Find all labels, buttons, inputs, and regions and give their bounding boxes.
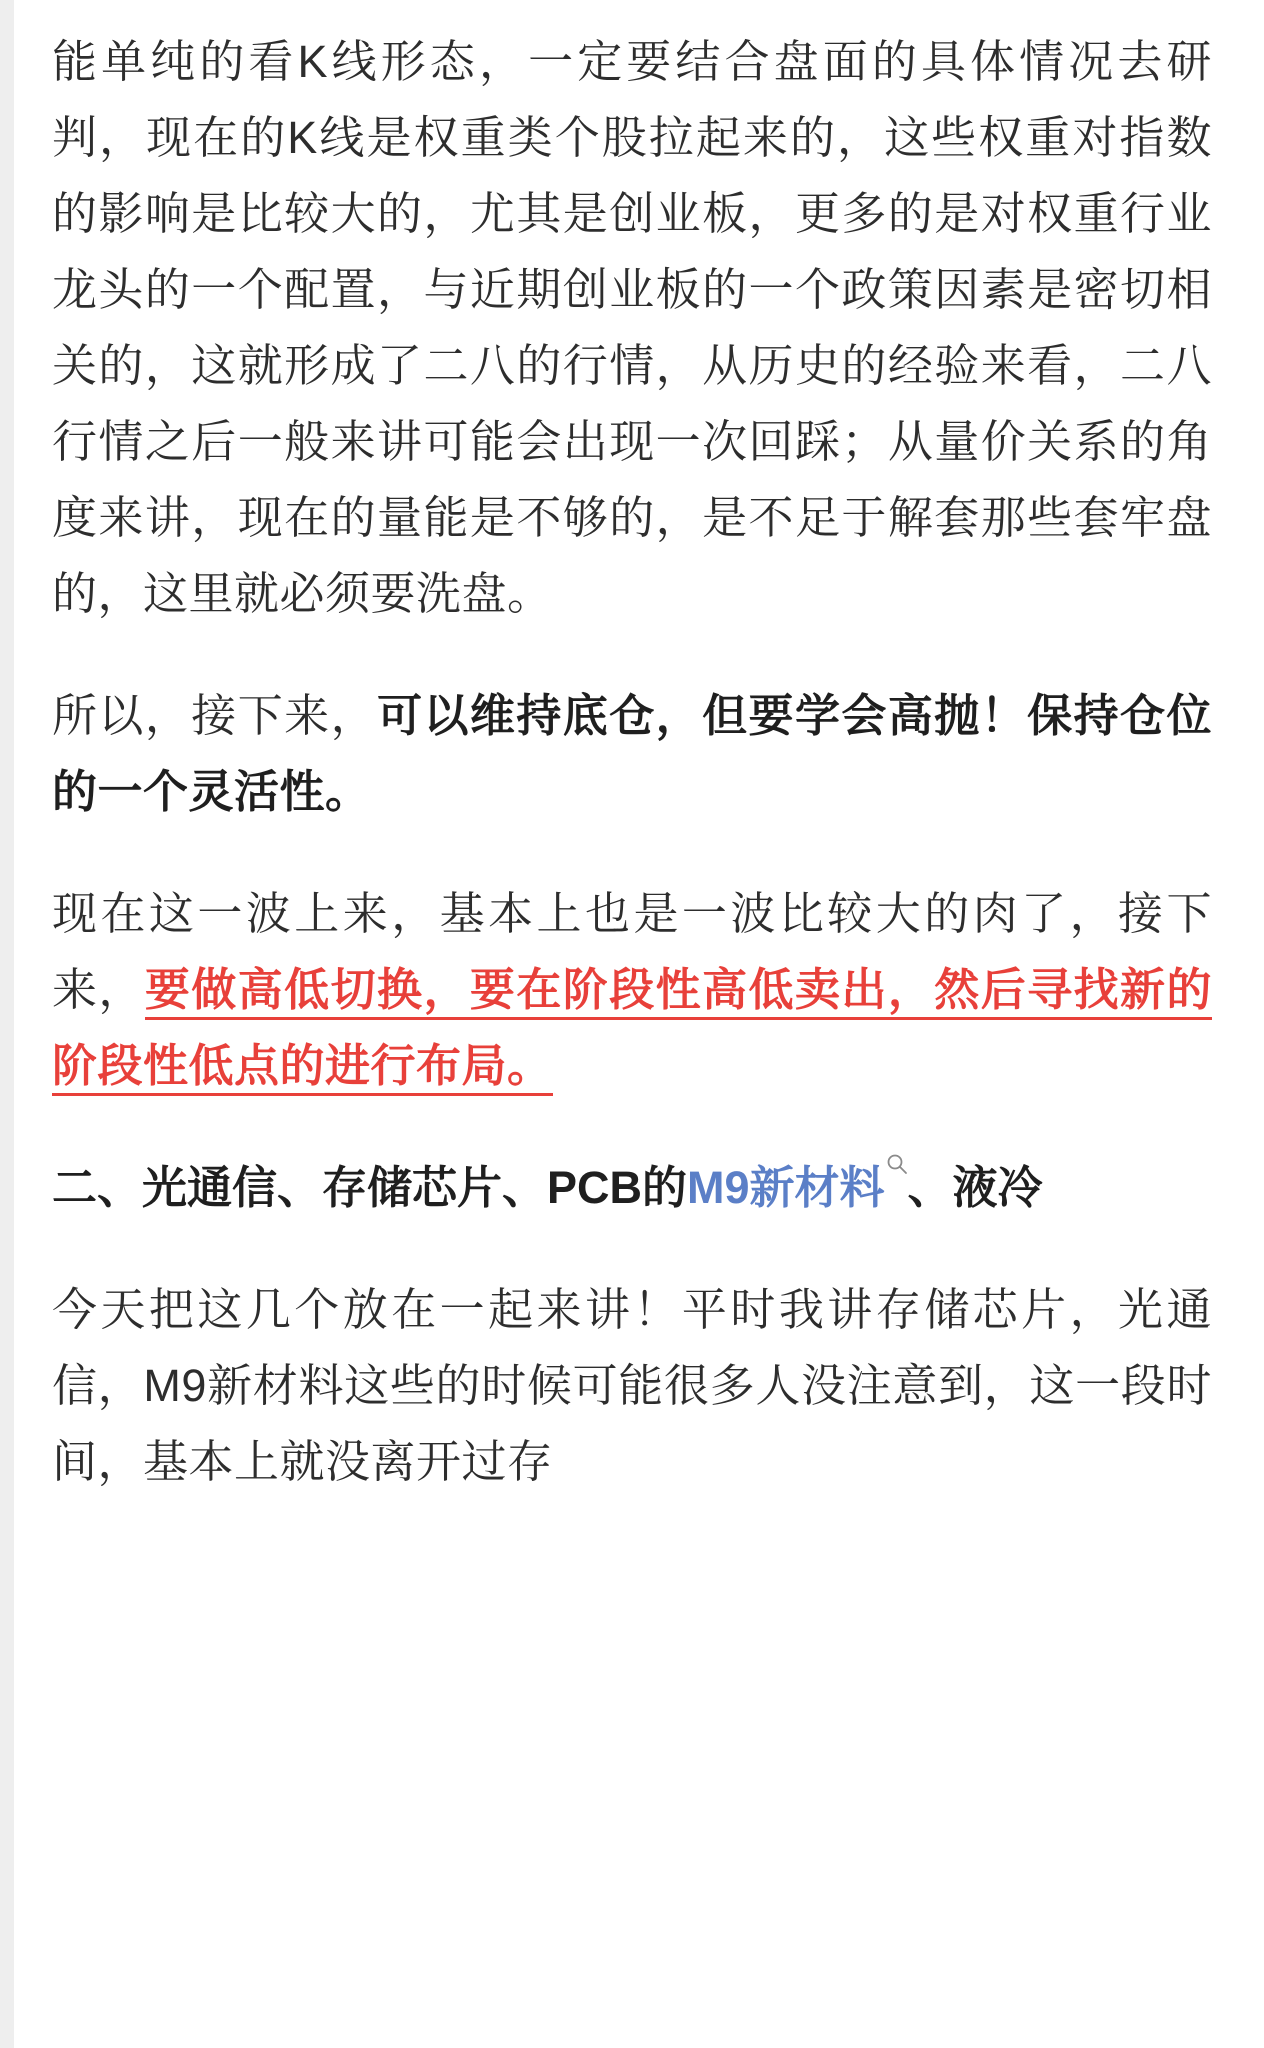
paragraph-rotation-lead: 现在这一波上来，基本上也是一波比较大的肉了，接下来， xyxy=(52,888,1212,1015)
paragraph-strategy-lead: 所以，接下来， xyxy=(52,690,378,741)
paragraph-market-analysis: 能单纯的看K线形态，一定要结合盘面的具体情况去研判，现在的K线是权重类个股拉起来的，这些权重对指数的影响是比较大的，尤其是创业板，更多的是对权重行业龙头的一个配置，与近期创业板的一个政策因素是密切相关的，这就形成了二八的行情，从历史的经验来看，二八行情之后一般来讲可能会出现一次回踩；从量价关系的角度来讲，现在的量能是不够的，是不足于解套那些套牢盘的，这里就必须要洗盘。 xyxy=(52,36,1212,619)
search-icon[interactable] xyxy=(886,1153,908,1175)
section-heading-prefix: 二、光通信、存储芯片、PCB的 xyxy=(52,1162,688,1213)
paragraph-rotation-highlight: 要做高低切换，要在阶段性高低卖出，然后寻找新的阶段性低点的进行布局。 xyxy=(52,964,1212,1096)
paragraph-sector-intro: 今天把这几个放在一起来讲！平时我讲存储芯片，光通信，M9新材料这些的时候可能很多人没注意到，这一段时间，基本上就没离开过存 xyxy=(52,1284,1212,1487)
section-heading-suffix: 、液冷 xyxy=(907,1162,1043,1213)
left-margin-rule xyxy=(0,0,14,2048)
paragraph-rotation xyxy=(52,876,1212,1104)
section-heading xyxy=(52,1150,1212,1226)
paragraph-strategy xyxy=(52,678,1212,830)
m9-material-link[interactable]: M9新材料 xyxy=(687,1162,885,1213)
paragraph-strategy-bold: 可以维持底仓，但要学会高抛！保持仓位的一个灵活性。 xyxy=(52,690,1212,817)
